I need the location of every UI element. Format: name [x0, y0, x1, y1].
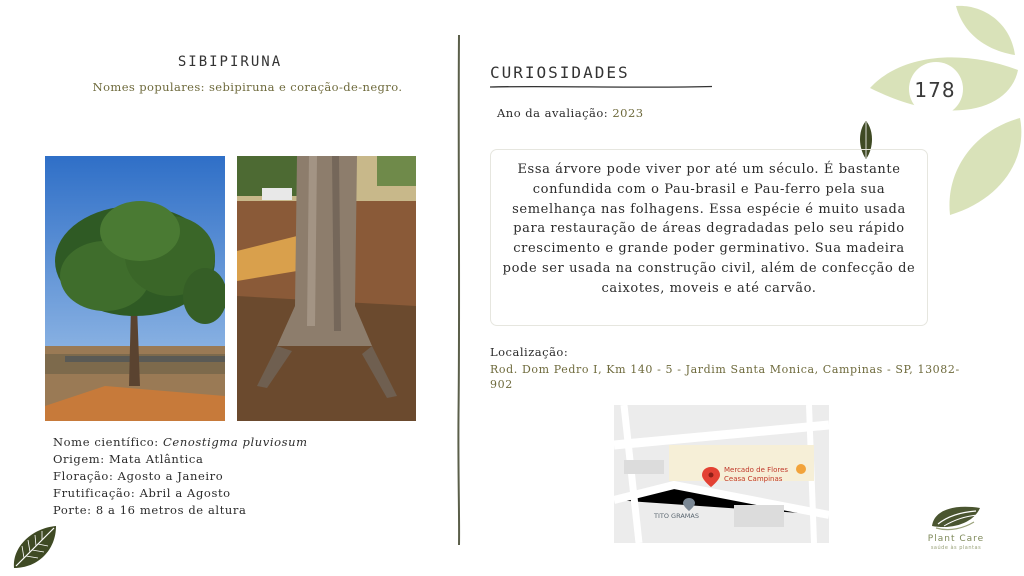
year-label: Ano da avaliação:	[497, 106, 613, 120]
map-pin-label-1: Mercado de Flores	[724, 466, 789, 474]
location-label: Localização:	[490, 345, 569, 359]
column-divider	[455, 35, 463, 545]
origin: Origem: Mata Atlântica	[53, 452, 204, 466]
location-map[interactable]	[614, 405, 829, 543]
map-pin-label-2: Ceasa Campinas	[724, 475, 783, 483]
page-number: 178	[914, 78, 956, 102]
brand-name: Plant Care	[927, 534, 985, 544]
scientific-name: Cenostigma pluviosum	[163, 435, 308, 449]
evaluation-year	[497, 106, 644, 120]
trunk-photo	[237, 156, 416, 421]
scientific-name-row	[53, 434, 308, 451]
plant-title: SIBIPIRUNA	[177, 54, 283, 70]
size: Porte: 8 a 16 metros de altura	[53, 503, 247, 517]
plant-care-logo-icon	[928, 502, 982, 534]
curiosities-text: Essa árvore pode viver por até um século. É bastante confundida com o Pau-brasil e Pau-ferro pela sua semelhança nas folhagens. Essa espécie é muito usada para restauração de áreas degradadas pelo seu rápido crescimento e grande poder germinativo. Sua madeira pode ser usada na construção civil, além de confecção de caixotes, moveis e até carvão.	[490, 149, 928, 326]
plant-facts	[53, 434, 308, 519]
tree-photo	[45, 156, 225, 421]
brand-tagline: saúde às plantas	[930, 545, 982, 551]
year-value: 2023	[612, 106, 644, 120]
heading-underline	[490, 84, 712, 90]
flowering: Floração: Agosto a Janeiro	[53, 469, 224, 483]
map-place-label: TITO GRAMAS	[654, 512, 699, 520]
popular-names: Nomes populares: sebipiruna e coração-de-negro.	[92, 80, 403, 94]
fruiting: Frutificação: Abril a Agosto	[53, 486, 231, 500]
scientific-label: Nome científico:	[53, 435, 164, 449]
location-address: Rod. Dom Pedro I, Km 140 - 5 - Jardim Santa Monica, Campinas - SP, 13082-902	[490, 363, 960, 391]
curiosities-heading: CURIOSIDADES	[490, 63, 630, 82]
leaf-icon	[10, 522, 60, 572]
